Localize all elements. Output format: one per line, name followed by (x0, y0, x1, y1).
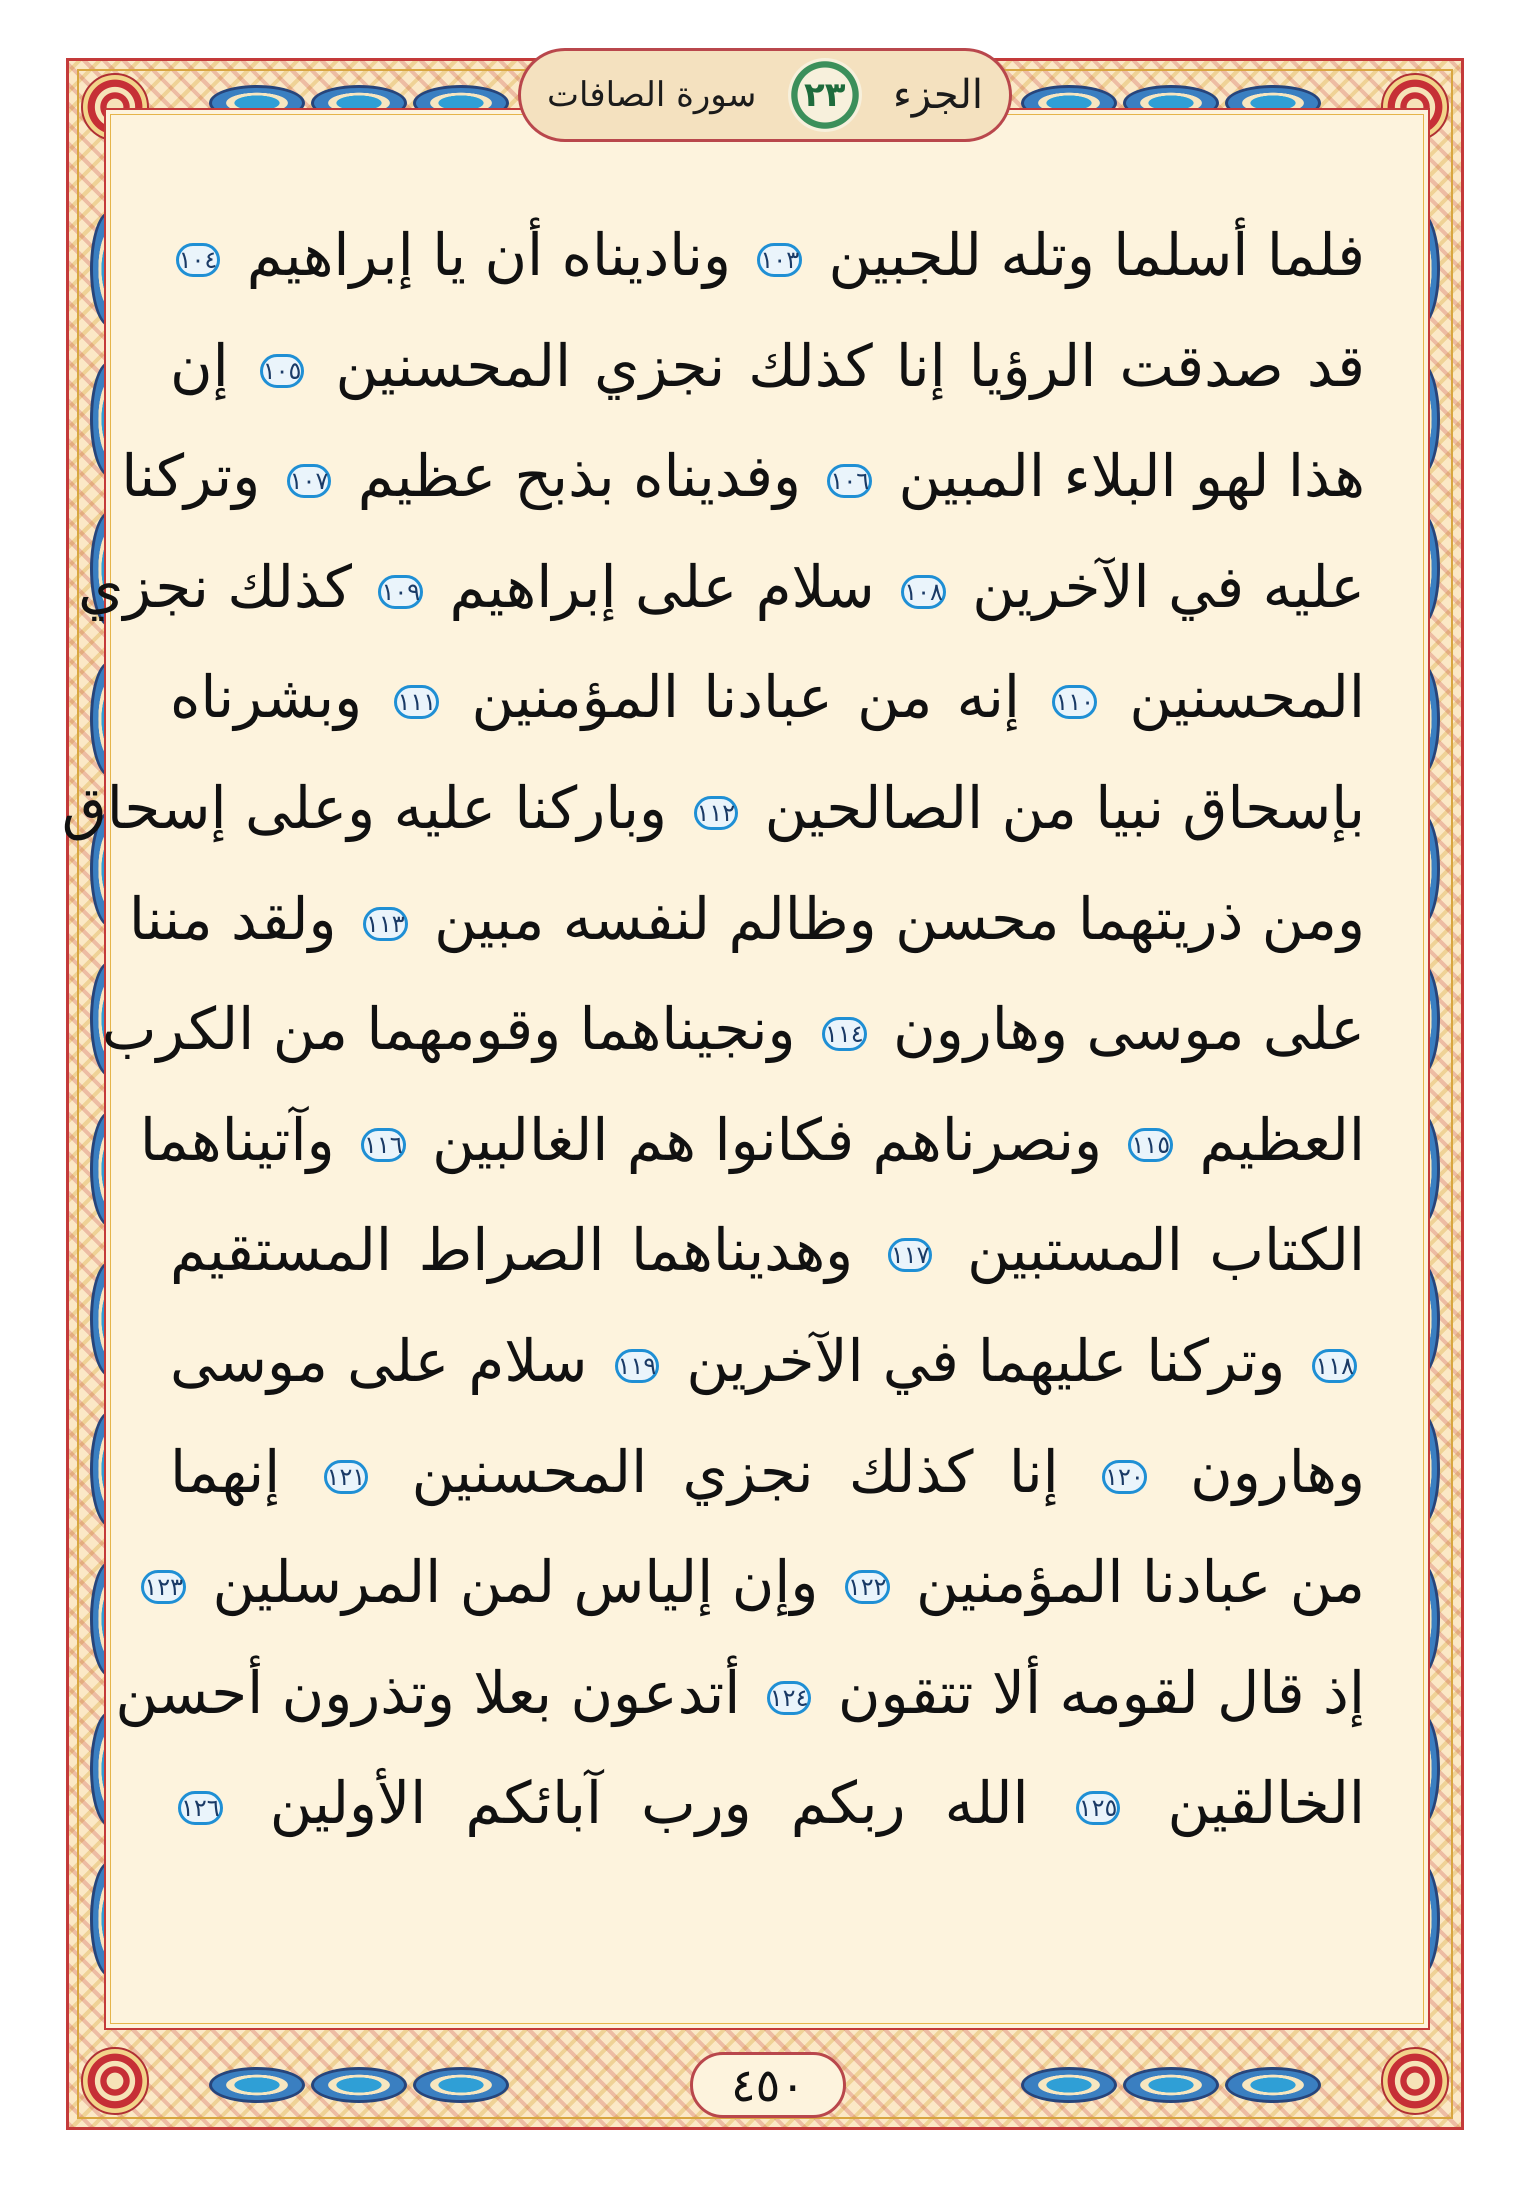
verse-text: الخالقين (1167, 1769, 1366, 1838)
verse-text: فلما أسلما وتله للجبين (828, 221, 1365, 289)
verse-text: إنه من عبادنا المؤمنين (471, 663, 1020, 732)
verse-line (121, 421, 1365, 532)
verse-line (101, 974, 1365, 1085)
verse-line (144, 1527, 1365, 1638)
ayah-number-marker: ١٢٣ (141, 1570, 186, 1604)
ayah-number-marker: ١١٥ (1128, 1128, 1173, 1162)
verse-line (170, 311, 1365, 422)
ayah-number-marker: ١١٩ (615, 1349, 660, 1383)
ayah-number-marker: ١٠٧ (287, 464, 332, 498)
verse-line (170, 1306, 1365, 1417)
verse-text: كذلك نجزي (77, 552, 352, 621)
verse-text: وباركنا عليه وعلى إسحاق (61, 773, 668, 842)
ayah-number-marker: ١٠٨ (901, 575, 946, 609)
surah-name: سورة الصافات (547, 75, 757, 115)
verse-text: وإن إلياس لمن المرسلين (212, 1548, 819, 1617)
verse-text: إن (170, 331, 229, 400)
verse-text: ولقد مننا (128, 884, 337, 953)
ayah-number-marker: ١١٧ (888, 1238, 933, 1272)
ayah-number-marker: ١١٤ (822, 1017, 867, 1051)
verse-text: إذ قال لقومه ألا تتقون (837, 1658, 1365, 1727)
verse-text: سلام على موسى (170, 1326, 588, 1395)
ayah-number-marker: ١٢٢ (845, 1570, 890, 1604)
leaf-ornament-icon (209, 2067, 305, 2103)
verse-text: ومن ذريتهما محسن وظالم لنفسه مبين (434, 884, 1365, 953)
verse-line (77, 532, 1365, 643)
ayah-number-marker: ١٢٠ (1102, 1460, 1147, 1494)
ayah-number-marker: ١٠٥ (260, 354, 305, 388)
verse-line (170, 1195, 1365, 1306)
verse-text: قد صدقت الرؤيا إنا كذلك نجزي المحسنين (335, 331, 1366, 400)
verse-text: أتدعون بعلا وتذرون أحسن (115, 1658, 741, 1727)
verse-text: وفديناه بذبح عظيم (357, 442, 801, 511)
leaf-ornament-icon (1021, 2067, 1117, 2103)
verse-text-block (61, 200, 1366, 2070)
verse-text: المحسنين (1129, 663, 1366, 732)
ayah-number-marker: ١٠٣ (757, 243, 802, 277)
leaf-ornament-icon (413, 2067, 509, 2103)
verse-line (170, 1748, 1365, 1859)
juz-number-medallion: ٢٣ (788, 58, 862, 132)
page-header (518, 48, 1012, 142)
verse-text: إنا كذلك نجزي المحسنين (411, 1437, 1059, 1506)
ayah-number-marker: ١٠٤ (176, 243, 221, 277)
verse-text: العظيم (1199, 1105, 1365, 1174)
verse-text: بإسحاق نبيا من الصالحين (764, 773, 1365, 842)
ayah-number-marker: ١٠٩ (378, 575, 423, 609)
verse-line (128, 864, 1365, 975)
verse-text: سلام على إبراهيم (449, 552, 875, 621)
verse-text: وهارون (1190, 1437, 1366, 1506)
ayah-number-marker: ١١٢ (694, 796, 739, 830)
verse-text: إنهما (170, 1437, 281, 1506)
leaf-ornament-icon (311, 2067, 407, 2103)
verse-line (170, 1417, 1365, 1528)
verse-text: الكتاب المستبين (967, 1216, 1366, 1285)
juz-label: الجزء (893, 72, 983, 118)
verse-line (61, 753, 1365, 864)
leaf-ornament-icon (1225, 2067, 1321, 2103)
verse-line (115, 1638, 1365, 1749)
verse-text: من عبادنا المؤمنين (915, 1548, 1365, 1617)
verse-text: الله ربكم ورب آبائكم الأولين (269, 1769, 1029, 1838)
verse-line (139, 1085, 1365, 1196)
corner-rosette-icon (81, 2047, 149, 2115)
verse-text: هذا لهو البلاء المبين (898, 442, 1365, 511)
verse-text: عليه في الآخرين (972, 552, 1365, 621)
ayah-number-marker: ١٢٤ (767, 1681, 812, 1715)
ayah-number-marker: ١١٣ (363, 907, 408, 941)
verse-text: على موسى وهارون (893, 995, 1365, 1064)
verse-text: وبشرناه (170, 663, 363, 732)
ayah-number-marker: ١١٦ (361, 1128, 406, 1162)
ayah-number-marker: ١١١ (394, 685, 439, 719)
ayah-number-marker: ١٢٥ (1076, 1791, 1121, 1825)
ayah-number-marker: ١٢١ (324, 1460, 369, 1494)
verse-text: وآتيناهما (139, 1105, 335, 1174)
ayah-number-marker: ١١٨ (1312, 1349, 1357, 1383)
corner-rosette-icon (1381, 2047, 1449, 2115)
verse-line (170, 642, 1365, 753)
verse-line (170, 200, 1365, 311)
ayah-number-marker: ١٢٦ (178, 1791, 223, 1825)
ayah-number-marker: ١٠٦ (827, 464, 872, 498)
ayah-number-marker: ١١٠ (1052, 685, 1097, 719)
verse-text: ونجيناهما وقومهما من الكرب (101, 995, 796, 1064)
leaf-ornament-icon (1123, 2067, 1219, 2103)
verse-text: وناديناه أن يا إبراهيم (246, 221, 731, 289)
verse-text: ونصرناهم فكانوا هم الغالبين (432, 1105, 1102, 1174)
page-number: ٤٥٠ (690, 2052, 846, 2118)
verse-text: وتركنا عليهما في الآخرين (686, 1326, 1286, 1395)
verse-text: وتركنا (121, 442, 261, 511)
verse-text: وهديناهما الصراط المستقيم (170, 1216, 854, 1285)
